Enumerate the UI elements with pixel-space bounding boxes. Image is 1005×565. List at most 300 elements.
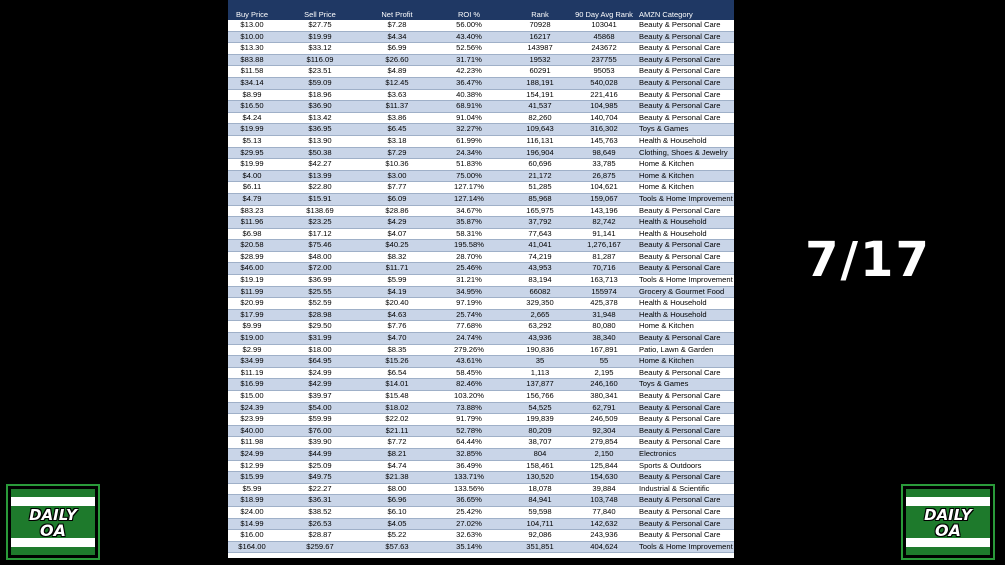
logo-text-line1: DAILY — [29, 506, 77, 524]
net-profit-cell: $15.48 — [364, 391, 430, 403]
avg-rank-cell: 246,160 — [572, 379, 636, 391]
category-cell: Tools & Home Improvement — [636, 541, 734, 553]
net-profit-cell: $4.07 — [364, 228, 430, 240]
logo-text-line2: OA — [935, 521, 961, 540]
category-cell: Beauty & Personal Care — [636, 518, 734, 530]
net-profit-cell: $5.99 — [364, 275, 430, 287]
net-profit-cell: $8.32 — [364, 251, 430, 263]
table-row — [228, 182, 734, 194]
avg-rank-cell: 103041 — [572, 20, 636, 31]
category-cell: Toys & Games — [636, 124, 734, 136]
roi-cell: 91.04% — [430, 112, 508, 124]
roi-cell: 127.17% — [430, 182, 508, 194]
avg-rank-cell: 246,509 — [572, 414, 636, 426]
category-cell: Beauty & Personal Care — [636, 437, 734, 449]
net-profit-cell: $21.38 — [364, 472, 430, 484]
net-profit-cell: $8.00 — [364, 483, 430, 495]
category-cell: Home & Kitchen — [636, 356, 734, 368]
net-profit-cell: $18.02 — [364, 402, 430, 414]
avg-rank-cell: 540,028 — [572, 77, 636, 89]
sell-price-cell: $36.95 — [276, 124, 364, 136]
avg-rank-cell: 39,884 — [572, 483, 636, 495]
table-row — [228, 414, 734, 426]
table-row — [228, 460, 734, 472]
table-row — [228, 31, 734, 43]
net-profit-cell: $5.22 — [364, 530, 430, 542]
rank-cell: 51,285 — [508, 182, 572, 194]
buy-price-cell: $5.99 — [228, 483, 276, 495]
net-profit-cell: $4.74 — [364, 460, 430, 472]
rank-cell: 92,086 — [508, 530, 572, 542]
col-header-net-profit: Net Profit — [364, 8, 430, 20]
sell-price-cell: $17.12 — [276, 228, 364, 240]
table-row — [228, 147, 734, 159]
table-row — [228, 170, 734, 182]
net-profit-cell: $4.29 — [364, 217, 430, 229]
net-profit-cell: $57.63 — [364, 541, 430, 553]
net-profit-cell: $11.37 — [364, 101, 430, 113]
avg-rank-cell: 38,340 — [572, 333, 636, 345]
rank-cell: 54,525 — [508, 402, 572, 414]
sell-price-cell: $18.00 — [276, 344, 364, 356]
category-cell: Beauty & Personal Care — [636, 101, 734, 113]
sell-price-cell: $39.97 — [276, 391, 364, 403]
daily-oa-logo-right — [903, 486, 993, 558]
roi-cell: 31.71% — [430, 54, 508, 66]
rank-cell: 80,209 — [508, 425, 572, 437]
avg-rank-cell: 31,948 — [572, 309, 636, 321]
col-header-avg-rank: 90 Day Avg Rank — [572, 8, 636, 20]
net-profit-cell: $6.54 — [364, 367, 430, 379]
category-cell: Beauty & Personal Care — [636, 495, 734, 507]
roi-cell: 64.44% — [430, 437, 508, 449]
net-profit-cell: $7.29 — [364, 147, 430, 159]
roi-cell: 32.63% — [430, 530, 508, 542]
sell-price-cell: $50.38 — [276, 147, 364, 159]
roi-cell: 51.83% — [430, 159, 508, 171]
sell-price-cell: $54.00 — [276, 402, 364, 414]
net-profit-cell: $7.76 — [364, 321, 430, 333]
buy-price-cell: $40.00 — [228, 425, 276, 437]
roi-cell: 24.74% — [430, 333, 508, 345]
sell-price-cell: $48.00 — [276, 251, 364, 263]
roi-cell: 32.85% — [430, 448, 508, 460]
category-cell: Sports & Outdoors — [636, 460, 734, 472]
buy-price-cell: $16.50 — [228, 101, 276, 113]
table-row — [228, 379, 734, 391]
avg-rank-cell: 82,742 — [572, 217, 636, 229]
table-row — [228, 228, 734, 240]
avg-rank-cell: 81,287 — [572, 251, 636, 263]
net-profit-cell: $4.19 — [364, 286, 430, 298]
roi-cell: 36.49% — [430, 460, 508, 472]
rank-cell: 19532 — [508, 54, 572, 66]
sell-price-cell: $22.80 — [276, 182, 364, 194]
net-profit-cell: $7.28 — [364, 20, 430, 31]
net-profit-cell: $15.26 — [364, 356, 430, 368]
category-cell: Electronics — [636, 448, 734, 460]
rank-cell: 59,598 — [508, 506, 572, 518]
category-cell: Beauty & Personal Care — [636, 414, 734, 426]
rank-cell: 84,941 — [508, 495, 572, 507]
avg-rank-cell: 142,632 — [572, 518, 636, 530]
buy-price-cell: $18.99 — [228, 495, 276, 507]
buy-price-cell: $4.24 — [228, 112, 276, 124]
roi-cell: 133.56% — [430, 483, 508, 495]
category-cell: Health & Household — [636, 309, 734, 321]
category-cell: Beauty & Personal Care — [636, 89, 734, 101]
avg-rank-cell: 163,713 — [572, 275, 636, 287]
buy-price-cell: $28.99 — [228, 251, 276, 263]
table-row — [228, 530, 734, 542]
sell-price-cell: $13.99 — [276, 170, 364, 182]
rank-cell: 190,836 — [508, 344, 572, 356]
table-row — [228, 240, 734, 252]
category-cell: Beauty & Personal Care — [636, 20, 734, 31]
buy-price-cell: $34.99 — [228, 356, 276, 368]
roi-cell: 36.65% — [430, 495, 508, 507]
buy-price-cell: $14.99 — [228, 518, 276, 530]
net-profit-cell: $22.02 — [364, 414, 430, 426]
avg-rank-cell: 316,302 — [572, 124, 636, 136]
buy-price-cell: $13.00 — [228, 20, 276, 31]
rank-cell: 109,643 — [508, 124, 572, 136]
sell-price-cell: $59.09 — [276, 77, 364, 89]
rank-cell: 18,078 — [508, 483, 572, 495]
avg-rank-cell: 404,624 — [572, 541, 636, 553]
buy-price-cell: $4.79 — [228, 193, 276, 205]
table-row — [228, 518, 734, 530]
avg-rank-cell: 279,854 — [572, 437, 636, 449]
net-profit-cell: $20.40 — [364, 298, 430, 310]
rank-cell: 804 — [508, 448, 572, 460]
buy-price-cell: $11.98 — [228, 437, 276, 449]
rank-cell: 165,975 — [508, 205, 572, 217]
buy-price-cell: $4.00 — [228, 170, 276, 182]
buy-price-cell: $16.00 — [228, 530, 276, 542]
roi-cell: 28.70% — [430, 251, 508, 263]
table-row — [228, 448, 734, 460]
table-row — [228, 263, 734, 275]
category-cell: Beauty & Personal Care — [636, 77, 734, 89]
table-row — [228, 43, 734, 55]
table-row — [228, 286, 734, 298]
net-profit-cell: $3.00 — [364, 170, 430, 182]
roi-cell: 27.02% — [430, 518, 508, 530]
table-row — [228, 483, 734, 495]
avg-rank-cell: 159,067 — [572, 193, 636, 205]
rank-cell: 143987 — [508, 43, 572, 55]
category-cell: Beauty & Personal Care — [636, 251, 734, 263]
avg-rank-cell: 167,891 — [572, 344, 636, 356]
avg-rank-cell: 143,196 — [572, 205, 636, 217]
avg-rank-cell: 26,875 — [572, 170, 636, 182]
table-row — [228, 321, 734, 333]
roi-cell: 24.34% — [430, 147, 508, 159]
product-spreadsheet — [228, 0, 734, 558]
sell-price-cell: $36.99 — [276, 275, 364, 287]
rank-cell: 188,191 — [508, 77, 572, 89]
rank-cell: 199,839 — [508, 414, 572, 426]
sell-price-cell: $72.00 — [276, 263, 364, 275]
roi-cell: 56.00% — [430, 20, 508, 31]
avg-rank-cell: 95053 — [572, 66, 636, 78]
avg-rank-cell: 91,141 — [572, 228, 636, 240]
logo-text-line1: DAILY — [924, 506, 972, 524]
avg-rank-cell: 243672 — [572, 43, 636, 55]
table-row — [228, 193, 734, 205]
roi-cell: 195.58% — [430, 240, 508, 252]
net-profit-cell: $26.60 — [364, 54, 430, 66]
net-profit-cell: $21.11 — [364, 425, 430, 437]
table-row — [228, 309, 734, 321]
rank-cell: 38,707 — [508, 437, 572, 449]
table-row — [228, 333, 734, 345]
roi-cell: 43.61% — [430, 356, 508, 368]
table-row — [228, 472, 734, 484]
buy-price-cell: $19.99 — [228, 124, 276, 136]
rank-cell: 156,766 — [508, 391, 572, 403]
buy-price-cell: $12.99 — [228, 460, 276, 472]
category-cell: Beauty & Personal Care — [636, 66, 734, 78]
category-cell: Health & Household — [636, 228, 734, 240]
buy-price-cell: $15.99 — [228, 472, 276, 484]
category-cell: Industrial & Scientific — [636, 483, 734, 495]
sell-price-cell: $39.90 — [276, 437, 364, 449]
buy-price-cell: $29.95 — [228, 147, 276, 159]
table-row — [228, 159, 734, 171]
net-profit-cell: $28.86 — [364, 205, 430, 217]
rank-cell: 85,968 — [508, 193, 572, 205]
avg-rank-cell: 425,378 — [572, 298, 636, 310]
avg-rank-cell: 70,716 — [572, 263, 636, 275]
category-cell: Grocery & Gourmet Food — [636, 286, 734, 298]
category-cell: Beauty & Personal Care — [636, 472, 734, 484]
rank-cell: 154,191 — [508, 89, 572, 101]
table-row — [228, 251, 734, 263]
buy-price-cell: $15.00 — [228, 391, 276, 403]
sell-price-cell: $38.52 — [276, 506, 364, 518]
rank-cell: 16217 — [508, 31, 572, 43]
buy-price-cell: $83.23 — [228, 205, 276, 217]
buy-price-cell: $10.00 — [228, 31, 276, 43]
rank-cell: 43,953 — [508, 263, 572, 275]
buy-price-cell: $5.13 — [228, 135, 276, 147]
sell-price-cell: $42.99 — [276, 379, 364, 391]
sell-price-cell: $31.99 — [276, 333, 364, 345]
avg-rank-cell: 380,341 — [572, 391, 636, 403]
table-row — [228, 367, 734, 379]
table-row — [228, 20, 734, 31]
buy-price-cell: $11.96 — [228, 217, 276, 229]
avg-rank-cell: 80,080 — [572, 321, 636, 333]
roi-cell: 103.20% — [430, 391, 508, 403]
col-header-buy-price: Buy Price — [228, 8, 276, 20]
sell-price-cell: $42.27 — [276, 159, 364, 171]
col-header-roi: ROI % — [430, 8, 508, 20]
category-cell: Health & Household — [636, 298, 734, 310]
sell-price-cell: $27.75 — [276, 20, 364, 31]
table-row — [228, 541, 734, 553]
net-profit-cell: $14.01 — [364, 379, 430, 391]
roi-cell: 35.14% — [430, 541, 508, 553]
avg-rank-cell: 221,416 — [572, 89, 636, 101]
roi-cell: 36.47% — [430, 77, 508, 89]
buy-price-cell: $6.98 — [228, 228, 276, 240]
products-table — [228, 8, 734, 553]
category-cell: Patio, Lawn & Garden — [636, 344, 734, 356]
avg-rank-cell: 98,649 — [572, 147, 636, 159]
sell-price-cell: $22.27 — [276, 483, 364, 495]
avg-rank-cell: 62,791 — [572, 402, 636, 414]
table-row — [228, 66, 734, 78]
roi-cell: 25.42% — [430, 506, 508, 518]
sell-price-cell: $36.31 — [276, 495, 364, 507]
table-row — [228, 89, 734, 101]
buy-price-cell: $11.19 — [228, 367, 276, 379]
daily-oa-logo-left — [8, 486, 98, 558]
category-cell: Beauty & Personal Care — [636, 112, 734, 124]
category-cell: Beauty & Personal Care — [636, 54, 734, 66]
avg-rank-cell: 92,304 — [572, 425, 636, 437]
category-cell: Home & Kitchen — [636, 170, 734, 182]
table-row — [228, 425, 734, 437]
roi-cell: 68.91% — [430, 101, 508, 113]
category-cell: Beauty & Personal Care — [636, 333, 734, 345]
roi-cell: 35.87% — [430, 217, 508, 229]
avg-rank-cell: 125,844 — [572, 460, 636, 472]
net-profit-cell: $4.89 — [364, 66, 430, 78]
sheet-top-strip — [228, 0, 734, 8]
category-cell: Tools & Home Improvement — [636, 193, 734, 205]
table-row — [228, 506, 734, 518]
avg-rank-cell: 145,763 — [572, 135, 636, 147]
roi-cell: 34.67% — [430, 205, 508, 217]
sell-price-cell: $116.09 — [276, 54, 364, 66]
rank-cell: 2,665 — [508, 309, 572, 321]
rank-cell: 116,131 — [508, 135, 572, 147]
net-profit-cell: $6.99 — [364, 43, 430, 55]
rank-cell: 60291 — [508, 66, 572, 78]
rank-cell: 77,643 — [508, 228, 572, 240]
category-cell: Beauty & Personal Care — [636, 43, 734, 55]
buy-price-cell: $8.99 — [228, 89, 276, 101]
rank-cell: 74,219 — [508, 251, 572, 263]
rank-cell: 158,461 — [508, 460, 572, 472]
roi-cell: 127.14% — [430, 193, 508, 205]
rank-cell: 104,711 — [508, 518, 572, 530]
table-row — [228, 495, 734, 507]
table-row — [228, 344, 734, 356]
logo-text-line2: OA — [40, 521, 66, 540]
sell-price-cell: $138.69 — [276, 205, 364, 217]
buy-price-cell: $11.58 — [228, 66, 276, 78]
table-row — [228, 298, 734, 310]
category-cell: Health & Household — [636, 217, 734, 229]
rank-cell: 60,696 — [508, 159, 572, 171]
buy-price-cell: $19.19 — [228, 275, 276, 287]
rank-cell: 66082 — [508, 286, 572, 298]
roi-cell: 31.21% — [430, 275, 508, 287]
rank-cell: 137,877 — [508, 379, 572, 391]
buy-price-cell: $83.88 — [228, 54, 276, 66]
col-header-rank: Rank — [508, 8, 572, 20]
rank-cell: 43,936 — [508, 333, 572, 345]
rank-cell: 83,194 — [508, 275, 572, 287]
net-profit-cell: $11.71 — [364, 263, 430, 275]
buy-price-cell: $164.00 — [228, 541, 276, 553]
rank-cell: 82,260 — [508, 112, 572, 124]
table-row — [228, 356, 734, 368]
table-row — [228, 54, 734, 66]
logo-stripe — [11, 497, 95, 506]
rank-cell: 37,792 — [508, 217, 572, 229]
net-profit-cell: $7.72 — [364, 437, 430, 449]
avg-rank-cell: 104,621 — [572, 182, 636, 194]
rank-cell: 21,172 — [508, 170, 572, 182]
table-row — [228, 275, 734, 287]
avg-rank-cell: 103,748 — [572, 495, 636, 507]
net-profit-cell: $10.36 — [364, 159, 430, 171]
table-row — [228, 77, 734, 89]
avg-rank-cell: 140,704 — [572, 112, 636, 124]
sell-price-cell: $59.99 — [276, 414, 364, 426]
roi-cell: 75.00% — [430, 170, 508, 182]
category-cell: Beauty & Personal Care — [636, 530, 734, 542]
sell-price-cell: $19.99 — [276, 31, 364, 43]
category-cell: Home & Kitchen — [636, 159, 734, 171]
buy-price-cell: $13.30 — [228, 43, 276, 55]
roi-cell: 61.99% — [430, 135, 508, 147]
rank-cell: 41,537 — [508, 101, 572, 113]
avg-rank-cell: 55 — [572, 356, 636, 368]
rank-cell: 35 — [508, 356, 572, 368]
category-cell: Beauty & Personal Care — [636, 391, 734, 403]
net-profit-cell: $6.09 — [364, 193, 430, 205]
buy-price-cell: $6.11 — [228, 182, 276, 194]
table-header-row — [228, 8, 734, 20]
category-cell: Beauty & Personal Care — [636, 263, 734, 275]
roi-cell: 32.27% — [430, 124, 508, 136]
category-cell: Health & Household — [636, 135, 734, 147]
roi-cell: 25.74% — [430, 309, 508, 321]
rank-cell: 130,520 — [508, 472, 572, 484]
roi-cell: 42.23% — [430, 66, 508, 78]
net-profit-cell: $12.45 — [364, 77, 430, 89]
sell-price-cell: $75.46 — [276, 240, 364, 252]
category-cell: Beauty & Personal Care — [636, 205, 734, 217]
roi-cell: 73.88% — [430, 402, 508, 414]
category-cell: Clothing, Shoes & Jewelry — [636, 147, 734, 159]
category-cell: Toys & Games — [636, 379, 734, 391]
roi-cell: 40.38% — [430, 89, 508, 101]
rank-cell: 329,350 — [508, 298, 572, 310]
roi-cell: 52.56% — [430, 43, 508, 55]
category-cell: Tools & Home Improvement — [636, 275, 734, 287]
avg-rank-cell: 155974 — [572, 286, 636, 298]
roi-cell: 279.26% — [430, 344, 508, 356]
buy-price-cell: $19.00 — [228, 333, 276, 345]
buy-price-cell: $17.99 — [228, 309, 276, 321]
sell-price-cell: $49.75 — [276, 472, 364, 484]
sell-price-cell: $25.09 — [276, 460, 364, 472]
avg-rank-cell: 77,840 — [572, 506, 636, 518]
sell-price-cell: $23.25 — [276, 217, 364, 229]
buy-price-cell: $34.14 — [228, 77, 276, 89]
buy-price-cell: $11.99 — [228, 286, 276, 298]
table-row — [228, 112, 734, 124]
category-cell: Beauty & Personal Care — [636, 506, 734, 518]
